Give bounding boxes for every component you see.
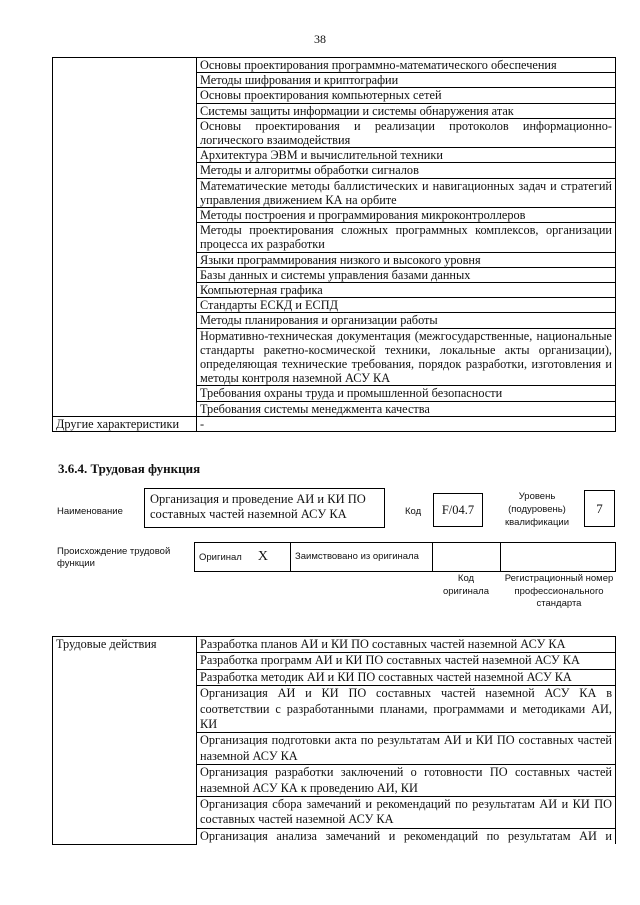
function-code-box: F/04.7 [433,493,483,527]
reg-number-caption: Регистрационный номер профессионального стандарта [504,573,614,609]
original-label: Оригинал [199,552,242,563]
section-title: 3.6.4. Трудовая функция [58,461,201,476]
action-item: Разработка программ АИ и КИ ПО составных частей наземной АСУ КА [197,653,616,669]
requirements-table [52,57,616,432]
origin-label-text: Происхождение трудовой функции [57,546,171,569]
knowledge-item: Математические методы баллистических и навигационных задач и стратегий управления движением КА на орбите [197,178,616,207]
knowledge-item: Требования охраны труда и промышленной безопасности [197,386,616,401]
knowledge-item: Основы проектирования программно-математического обеспечения [197,58,616,73]
knowledge-item: Системы защиты информации и системы обнаружения атак [197,103,616,118]
knowledge-item: Основы проектирования компьютерных сетей [197,88,616,103]
knowledge-item: Методы шифрования и криптографии [197,73,616,88]
origin-table [194,542,616,572]
borrowed-cell: Заимствовано из оригинала [291,543,433,572]
action-item: Разработка планов АИ и КИ ПО составных частей наземной АСУ КА [197,637,616,653]
knowledge-label-cell [53,58,197,417]
origin-label [57,546,185,570]
knowledge-item: Методы и алгоритмы обработки сигналов [197,163,616,178]
name-label: Наименование [57,506,123,517]
original-code-cell [433,543,501,572]
actions-label: Трудовые действия [53,637,197,845]
knowledge-item: Архитектура ЭВМ и вычислительной техники [197,148,616,163]
action-row [53,637,616,653]
other-characteristics-value: - [197,416,616,431]
knowledge-item: Стандарты ЕСКД и ЕСПД [197,298,616,313]
original-mark: X [257,549,268,564]
knowledge-item: Языки программирования низкого и высокого уровня [197,252,616,267]
code-original-caption: Код оригинала [442,573,489,597]
reg-number-cell [501,543,616,572]
action-item: Организация подготовки акта по результатам АИ и КИ ПО составных частей наземной АСУ КА [197,733,616,765]
action-item: Организация анализа замечаний и рекомендаций по результатам АИ и [197,828,616,844]
knowledge-item: Методы проектирования сложных программных комплексов, организации процесса их разработки [197,223,616,252]
function-name-box: Организация и проведение АИ и КИ ПО составных частей наземной АСУ КА [144,488,385,528]
knowledge-item: Методы планирования и организации работы [197,313,616,328]
action-item: Организация сбора замечаний и рекомендаций по результатам АИ и КИ ПО составных частей наземной АСУ КА [197,797,616,829]
knowledge-row [53,58,616,73]
knowledge-item: Базы данных и системы управления базами данных [197,267,616,282]
knowledge-item: Методы построения и программирования микроконтроллеров [197,208,616,223]
knowledge-item: Требования системы менеджмента качества [197,401,616,416]
actions-table [52,636,616,845]
action-item: Организация разработки заключений о готовности ПО составных частей наземной АСУ КА к проведению АИ, КИ [197,765,616,797]
level-label: Уровень (подуровень) квалификации [504,491,570,528]
knowledge-item: Основы проектирования и реализации протоколов информационно-логического взаимодействия [197,118,616,147]
knowledge-item: Нормативно-техническая документация (межгосударственные, национальные стандарты ракетно-космической техники, локальные акты организации), определяющая технические требования, порядок разработки, изготовления и методы контроля наземной АСУ КА [197,328,616,386]
page-number: 38 [314,32,326,46]
level-value-box: 7 [584,490,615,527]
other-characteristics-label: Другие характеристики [53,416,197,431]
other-characteristics-row [53,416,616,431]
action-item: Разработка методик АИ и КИ ПО составных частей наземной АСУ КА [197,669,616,685]
code-label: Код [405,506,422,517]
action-item: Организация АИ и КИ ПО составных частей наземной АСУ КА в соответствии с разработанными планами, программами и методиками АИ, КИ [197,686,616,733]
original-cell [195,543,291,572]
knowledge-item: Компьютерная графика [197,283,616,298]
